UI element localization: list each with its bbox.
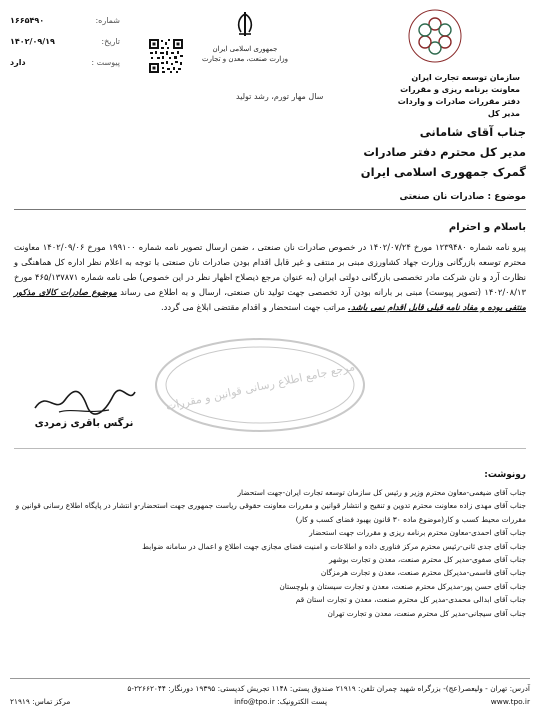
- addressee-name: جناب آقای شامانی: [419, 125, 526, 139]
- greeting: باسلام و احترام: [448, 222, 526, 233]
- letter-date-row: [10, 31, 120, 52]
- attachment-row: [10, 52, 120, 73]
- letter-number: ۱۶۶۵۴۹۰: [10, 16, 45, 25]
- footer-address: آدرس: تهران - ولیعصر(عج)- بزرگراه شهید چمران تلفن: ۲۱۹۱۹ صندوق پستی: ۱۱۴۸ تجریش کدپستی: ۱۹۳۹۵ دورنگار: ۲۲۶۶۲۰۴۴-۵: [127, 684, 530, 693]
- tpo-logo-icon: [407, 8, 463, 64]
- divider: [14, 209, 526, 210]
- body-text-closing: مراتب جهت استحضار و اقدام مقتضی ابلاغ می گردد.: [160, 302, 348, 312]
- body-text: پیرو نامه شماره ۱۲۳۹۴۸۰ مورخ ۱۴۰۲/۰۷/۲۴ در خصوص صادرات نان صنعتی ، ضمن ارسال تصویر نامه شماره ۱۹۹۱۰۰ مورخ ۱۴۰۲/۰۹/۰۶ معاونت محترم توسعه بازرگانی وزارت جهاد کشاورزی مبنی بر منتفی و غیر قابل اقدام بودن صادرات نان صنعتی با توجه به اعلام نظر اداره کل هماهنگی و نظارت آرد و نان شرکت مادر تخصصی بازرگانی دولتی ایران (به عنوان مرجع ذیصلاح اظهار نظر در این خصوص) طی نامه شماره ۴۶۵/۱۳۷۸۷۱ مورخ ۱۴۰۲/۰۸/۱۳ (تصویر پیوست) مبنی بر بارانه بودن آرد تخصصی جهت تولید نان صنعتی، ارسال و به اطلاع می رساند: [14, 242, 527, 297]
- cc-item: جناب آقای صفوی-مدیر کل محترم صنعت، معدن و تجارت بوشهر: [328, 555, 526, 565]
- footer-email[interactable]: پست الکترونیک: info@tpo.ir: [234, 697, 328, 706]
- footer-contacts: [10, 695, 530, 708]
- emblem-caption: جمهوری اسلامی ایران: [212, 45, 278, 53]
- letter-number-label: شماره:: [95, 16, 120, 25]
- footer-website[interactable]: www.tpo.ir: [490, 697, 530, 706]
- cc-item: جناب آقای مهدی زاده معاونت محترم تدوین و تنقیح و انتشار قوانین و مقررات معاونت حقوقی ریاست جمهوری جهت استحضار-و انتشار در پایگاه اطلاع رسانی قوانین و مقررات محیط کسب و کار(موضوع ماده ۳۰ قانون بهبود فضای کسب و کار): [15, 501, 526, 524]
- cc-item: جناب آقای ضیغمی-معاون محترم وزیر و رئیس کل سازمان توسعه تجارت ایران-جهت استحضار: [237, 488, 526, 497]
- cc-item: جناب آقای احمدی-معاون محترم برنامه ریزی و مقررات جهت استحضار: [309, 528, 526, 538]
- org-line: مدیر کل: [487, 109, 520, 118]
- cc-item: جناب آقای ابدالی محمدی-مدیر کل محترم صنعت، معدن و تجارت استان قم: [295, 595, 526, 605]
- cc-title: رونوشت:: [484, 470, 526, 480]
- signature-icon: [29, 384, 139, 418]
- attachment-label: پیوست :: [91, 58, 120, 67]
- ministry-name: وزارت صنعت، معدن و تجارت: [201, 55, 289, 63]
- letter-subject: موضوع : صادرات نان صنعتی: [399, 192, 526, 202]
- date-label: تاریخ:: [101, 37, 120, 46]
- iran-emblem-icon: [234, 10, 256, 38]
- letter-meta: [10, 10, 120, 73]
- divider: [14, 448, 526, 449]
- watermark-stamp-icon: [150, 330, 370, 440]
- cc-item: جناب آقای سیجانی-مدیر کل محترم صنعت، معدن و تجارت تهران: [327, 608, 526, 618]
- cc-list: [14, 486, 526, 620]
- cc-item: جناب آقای جدی ثانی-رئیس محترم مرکز فناوری داده و اطلاعات و امنیت فضای مجازی جهت اطلاع و اعمال در سامانه ضوابط: [142, 541, 526, 551]
- cc-item: جناب آقای حسن پور-مدیرکل محترم صنعت، معدن و تجارت سیستان و بلوچستان: [279, 581, 526, 591]
- addressee: [14, 122, 526, 182]
- attachment-value: دارد: [10, 58, 26, 67]
- org-line: معاونت برنامه ریزی و مقررات: [400, 85, 520, 94]
- signature-block: [14, 384, 154, 429]
- emblem-header: [200, 10, 290, 64]
- org-line: دفتر مقررات صادرات و واردات: [397, 97, 520, 106]
- letter-body: [14, 240, 526, 315]
- organization-header: [340, 8, 530, 120]
- qr-code-icon: [148, 38, 184, 74]
- addressee-title: مدیر کل محترم دفتر صادرات: [363, 145, 526, 159]
- signatory-name: نرگس باقری زمردی: [34, 418, 134, 429]
- letter-footer: [10, 678, 530, 708]
- stamp-text: مرجع جامع اطلاع رسانی قوانین و مقررات: [164, 360, 356, 413]
- letter-number-row: [10, 10, 120, 31]
- footer-contact-center: مرکز تماس: ۲۱۹۱۹: [10, 697, 71, 706]
- addressee-organization: گمرک جمهوری اسلامی ایران: [360, 165, 526, 179]
- letter-date: ۱۴۰۲/۰۹/۱۹: [10, 37, 55, 46]
- org-line: سازمان توسعه تجارت ایران: [411, 73, 520, 82]
- cc-item: جناب آقای قاسمی-مدیرکل محترم صنعت، معدن و تجارت هرمزگان: [320, 568, 526, 578]
- year-motto: سال مهار تورم، رشد تولید: [236, 92, 324, 101]
- body-emphasis: موضوع صادرات کالای مذکور منتفی بوده و مفاد نامه قبلی قابل اقدام نمی باشد.: [14, 287, 526, 312]
